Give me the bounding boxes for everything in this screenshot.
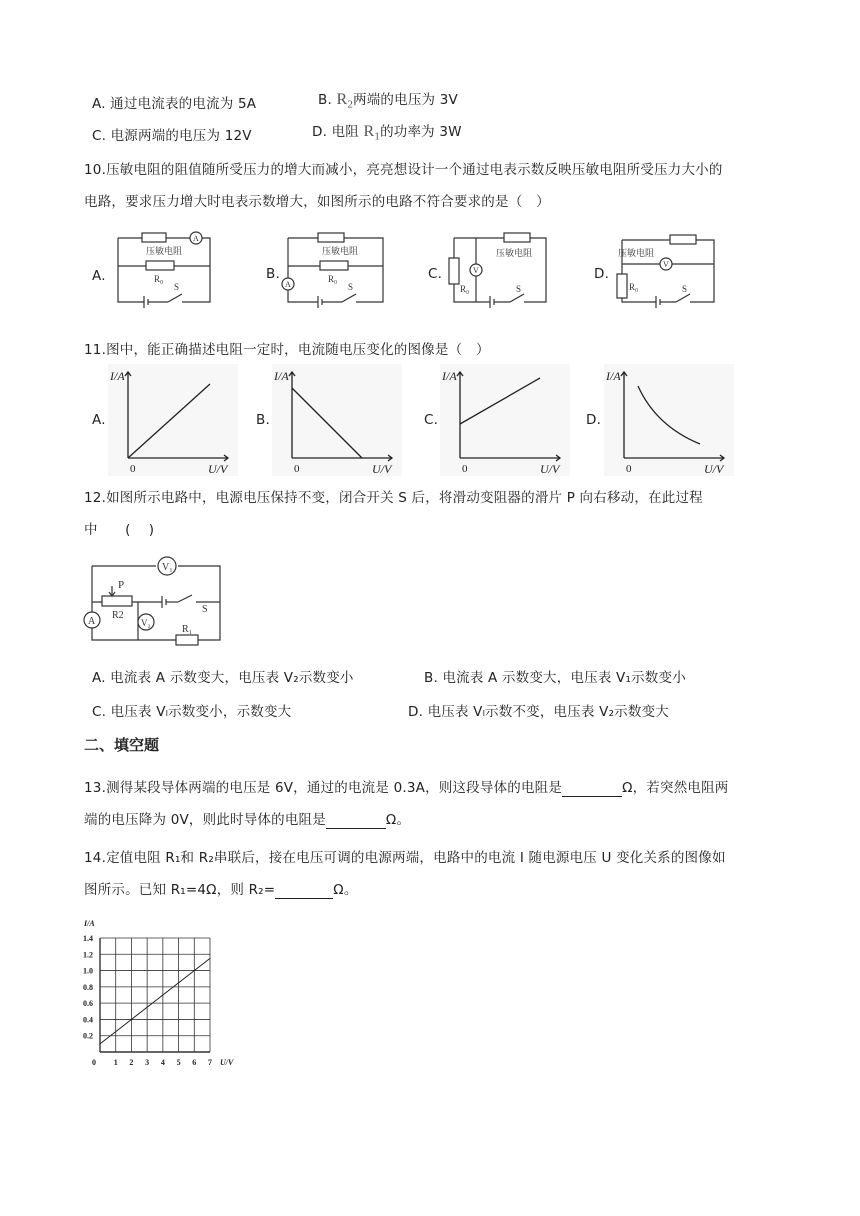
r0-label: R₀ [154, 274, 164, 284]
q12-option-b: B. 电流表 A 示数变大，电压表 V₁示数变小 [424, 670, 686, 686]
sensor-label: 压敏电阻 [618, 248, 655, 258]
y-axis-label: I/A [84, 919, 95, 928]
q14-blank[interactable] [275, 882, 333, 899]
q10-label-c: C. [428, 266, 443, 282]
q11-graph-a [108, 364, 238, 476]
y-tick-label: 1.0 [83, 966, 93, 976]
q13-line1-text-a: 13.测得某段导体两端的电压是 6V，通过的电流是 0.3A，则这段导体的电阻是 [84, 780, 563, 796]
sensor-label: 压敏电阻 [322, 246, 359, 256]
ammeter-label: A [193, 234, 199, 243]
q14-line2-text-a: 图所示。已知 R₁=4Ω，则 R₂= [84, 882, 276, 898]
q14-line2-text-b: Ω。 [333, 882, 358, 898]
q9-option-d-suffix: 的功率为 3W [380, 124, 462, 140]
y-tick-label: 0.8 [83, 982, 93, 992]
q12-circuit [78, 550, 238, 648]
q14-line2 [84, 878, 358, 899]
r1-label: R₁ [182, 624, 193, 635]
q13-line2-text-b: Ω。 [385, 812, 411, 828]
q12-stem-line1: 12.如图所示电路中，电源电压保持不变，闭合开关 S 后，将滑动变阻器的滑片 P 向右移动，在此过程 [84, 490, 703, 506]
origin-label: 0 [294, 463, 300, 475]
voltmeter-label: V [473, 266, 479, 275]
q14-graph [80, 912, 250, 1072]
sensor-label: 压敏电阻 [146, 246, 183, 256]
y-axis-label: I/A [274, 369, 289, 383]
switch-label: S [348, 282, 354, 292]
y-tick-label: 1.2 [83, 950, 93, 960]
origin-label: 0 [626, 463, 632, 475]
y-tick-label: 0.2 [83, 1031, 93, 1041]
q9-option-d-prefix: D. 电阻 [312, 124, 364, 140]
r0-label: R₀ [328, 274, 338, 284]
y-axis-label: I/A [606, 369, 621, 383]
q11-graph-d [604, 364, 734, 476]
q9-option-d-symbol: R [363, 123, 375, 140]
x-tick-labels [92, 1058, 212, 1067]
switch-label: S [174, 282, 180, 292]
q13-blank-2[interactable] [326, 812, 386, 829]
q9-option-d-subscript: 1 [374, 130, 381, 143]
q12-option-d: D. 电压表 Vₗ示数不变，电压表 V₂示数变大 [408, 704, 669, 720]
r2-label: R2 [112, 610, 124, 621]
q10-label-b: B. [266, 266, 280, 282]
series-line [100, 958, 210, 1044]
q10-label-d: D. [594, 266, 610, 282]
q9-option-c: C. 电源两端的电压为 12V [92, 128, 252, 144]
ammeter-label: A [88, 616, 96, 627]
q9-option-b-subscript: 2 [347, 98, 354, 111]
q9-option-b [318, 88, 458, 111]
v2-label: V₂ [141, 618, 151, 628]
x-tick-label: 2 [129, 1058, 134, 1067]
q11-label-c: C. [424, 412, 439, 428]
y-tick-label: 0.4 [83, 1015, 93, 1025]
x-tick-label: 1 [113, 1058, 118, 1067]
q11-graph-c [440, 364, 570, 476]
q9-option-a: A. 通过电流表的电流为 5A [92, 96, 257, 112]
x-tick-label: 3 [145, 1058, 150, 1067]
x-tick-label: 0 [92, 1058, 96, 1067]
x-tick-label: 6 [192, 1058, 197, 1067]
y-axis-label: I/A [442, 369, 457, 383]
q13-blank-1[interactable] [562, 780, 622, 797]
q13-line1 [84, 776, 729, 797]
x-axis-label: U/V [372, 462, 392, 476]
q10-circuit-a [110, 230, 220, 312]
x-axis-label: U/V [220, 1058, 234, 1067]
q12-stem-line2: 中 ( ) [84, 522, 155, 538]
q10-label-a: A. [92, 268, 106, 284]
q13-line1-text-b: Ω，若突然电阻两 [622, 780, 729, 796]
chart-grid [100, 938, 210, 1052]
ammeter-label: A [285, 280, 291, 289]
x-tick-label: 4 [160, 1058, 165, 1067]
x-tick-label: 7 [208, 1058, 212, 1067]
y-axis-label: I/A [110, 369, 125, 383]
voltmeter-label: V [663, 260, 669, 269]
x-tick-label: 5 [176, 1058, 181, 1067]
q10-circuit-c [446, 230, 556, 312]
q10-circuit-d [612, 232, 722, 312]
q11-label-b: B. [256, 412, 270, 428]
v1-label: V₁ [162, 562, 173, 573]
switch-label: S [202, 604, 208, 615]
q9-option-b-prefix: B. [318, 92, 337, 108]
q9-option-b-symbol: R [336, 91, 348, 108]
q13-line2 [84, 808, 410, 829]
origin-label: 0 [462, 463, 468, 475]
y-tick-labels [83, 934, 93, 1041]
r0-label: R₀ [629, 282, 639, 292]
switch-label: S [682, 284, 688, 294]
x-axis-label: U/V [540, 462, 560, 476]
q11-label-d: D. [586, 412, 602, 428]
q9-option-b-suffix: 两端的电压为 3V [353, 92, 458, 108]
y-tick-label: 1.4 [83, 934, 93, 943]
q11-stem: 11.图中，能正确描述电阻一定时，电流随电压变化的图像是（ ） [84, 342, 490, 358]
q10-circuit-b [278, 230, 393, 312]
sensor-label: 压敏电阻 [496, 248, 533, 258]
q12-option-a: A. 电流表 A 示数变大，电压表 V₂示数变小 [92, 670, 354, 686]
x-axis-label: U/V [208, 462, 228, 476]
y-tick-label: 0.6 [83, 999, 93, 1009]
chart-series [100, 958, 210, 1044]
q10-stem-line2: 电路，要求压力增大时电表示数增大，如图所示的电路不符合要求的是（ ） [84, 194, 550, 210]
r0-label: R₀ [460, 284, 470, 294]
q11-graph-b [272, 364, 402, 476]
switch-label: S [516, 284, 522, 294]
q9-option-d [312, 120, 462, 143]
slider-p-label: P [118, 579, 125, 591]
q14-line1: 14.定值电阻 R₁和 R₂串联后，接在电压可调的电源两端，电路中的电流 I 随电源电压 U 变化关系的图像如 [84, 850, 726, 866]
x-axis-label: U/V [704, 462, 724, 476]
q10-stem-line1: 10.压敏电阻的阻值随所受压力的增大而减小，亮亮想设计一个通过电表示数反映压敏电阻所受压力大小的 [84, 162, 723, 178]
q12-option-c: C. 电压表 Vₗ示数变小，示数变大 [92, 704, 292, 720]
q13-line2-text-a: 端的电压降为 0V，则此时导体的电阻是 [84, 812, 326, 828]
q11-label-a: A. [92, 412, 106, 428]
section-title: 二、填空题 [84, 736, 160, 754]
origin-label: 0 [130, 463, 136, 475]
